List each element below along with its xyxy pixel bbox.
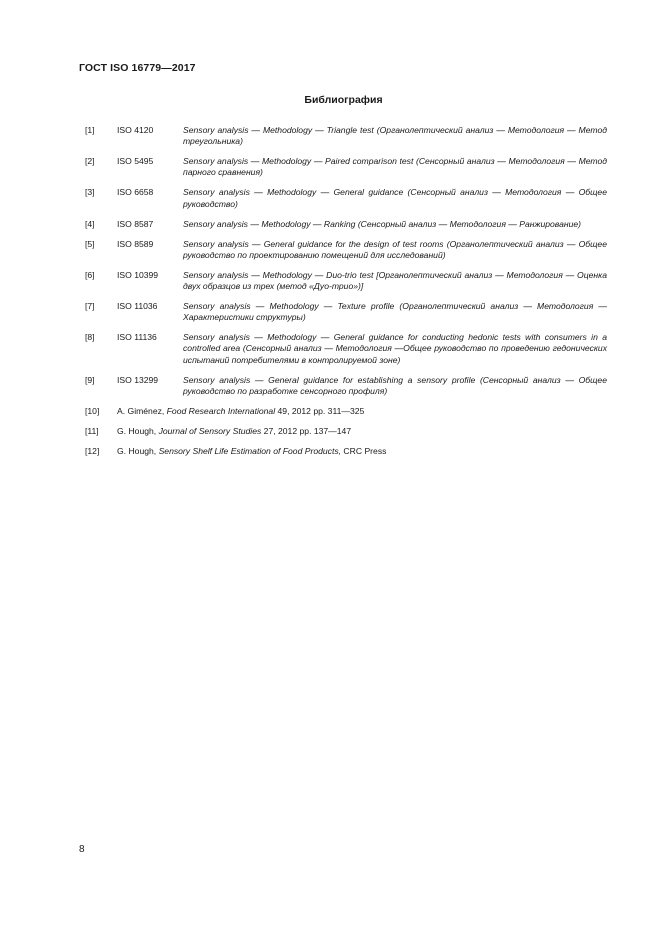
reference-title: Sensory analysis — Methodology — Duo-trio test [Органолептический анализ — Методология — Оценка двух образцов из трех (метод «Дуо-трио»)]	[183, 269, 607, 292]
reference-standard: ISO 13299	[117, 374, 159, 385]
bibliography-list	[85, 125, 607, 466]
reference-item	[85, 125, 607, 147]
reference-title: Sensory analysis — Methodology — Paired comparison test (Сенсорный анализ — Методология — Метод парного сравнения)	[183, 156, 607, 178]
reference-number: [10]	[85, 405, 100, 416]
reference-author: G. Hough,	[117, 445, 159, 456]
reference-details: 49, 2012 pp. 311—325	[275, 405, 365, 416]
reference-number: [4]	[85, 218, 95, 229]
document-code-header: ГОСТ ISO 16779—2017	[79, 62, 196, 74]
reference-item	[85, 426, 607, 437]
reference-title: Sensory analysis — Methodology — General guidance for conducting hedonic tests with consumers in a controlled area (Сенсорный анализ — Методология —Общее руководство по проведению гедонических испытаний потребителями в контролируемой зоне)	[183, 332, 607, 365]
reference-number: [7]	[85, 301, 95, 312]
reference-details: CRC Press	[341, 445, 387, 456]
reference-item	[85, 156, 607, 178]
reference-standard: ISO 8587	[117, 218, 154, 229]
reference-item	[85, 375, 607, 397]
reference-source: Sensory Shelf Life Estimation of Food Products,	[158, 445, 342, 456]
reference-number: [1]	[85, 125, 95, 135]
reference-author: G. Hough,	[117, 425, 159, 436]
reference-title: Sensory analysis — Methodology — Ranking (Сенсорный анализ — Методология — Ранжирование)	[183, 218, 582, 229]
reference-title: Sensory analysis — General guidance for the design of test rooms (Органолептический анализ — Общее руководство по проектированию помещений для исследований)	[183, 238, 607, 260]
reference-number: [9]	[85, 374, 95, 385]
reference-item	[85, 332, 607, 366]
reference-title: Sensory analysis — General guidance for establishing a sensory profile (Сенсорный анализ — Общее руководство по разработке сенсорного профиля)	[183, 374, 607, 396]
reference-number: [5]	[85, 238, 95, 249]
reference-author: A. Giménez,	[117, 405, 167, 416]
reference-number: [3]	[85, 187, 95, 198]
bibliography-title: Библиография	[304, 94, 383, 106]
page-number: 8	[79, 844, 85, 855]
reference-standard: ISO 11136	[117, 332, 157, 343]
reference-number: [6]	[85, 269, 95, 280]
reference-standard: ISO 10399	[117, 269, 159, 280]
reference-standard: ISO 11036	[117, 301, 158, 312]
reference-standard: ISO 6658	[117, 187, 154, 198]
reference-item	[85, 446, 607, 457]
reference-details: 27, 2012 pp. 137—147	[261, 425, 352, 436]
reference-item	[85, 270, 607, 292]
reference-standard: ISO 4120	[117, 125, 154, 135]
reference-item	[85, 301, 607, 323]
reference-number: [2]	[85, 156, 95, 167]
reference-item	[85, 239, 607, 261]
reference-number: [8]	[85, 332, 95, 343]
reference-title: Sensory analysis — Methodology — Triangle test (Органолептический анализ — Методология — Метод треугольника)	[183, 125, 607, 147]
reference-standard: ISO 8589	[117, 238, 154, 249]
reference-standard: ISO 5495	[117, 156, 154, 167]
reference-title: Sensory analysis — Methodology — General guidance (Сенсорный анализ — Методология — Общее руководство)	[183, 187, 607, 209]
reference-source: Food Research International	[166, 405, 276, 416]
reference-item	[85, 187, 607, 209]
reference-number: [11]	[85, 425, 99, 436]
reference-item	[85, 406, 607, 417]
reference-number: [12]	[85, 445, 100, 456]
reference-title: Sensory analysis — Methodology — Texture profile (Органолептический анализ — Методология — Характеристики структуры)	[183, 301, 607, 323]
reference-source: Journal of Sensory Studies	[158, 425, 262, 436]
reference-item	[85, 219, 607, 230]
